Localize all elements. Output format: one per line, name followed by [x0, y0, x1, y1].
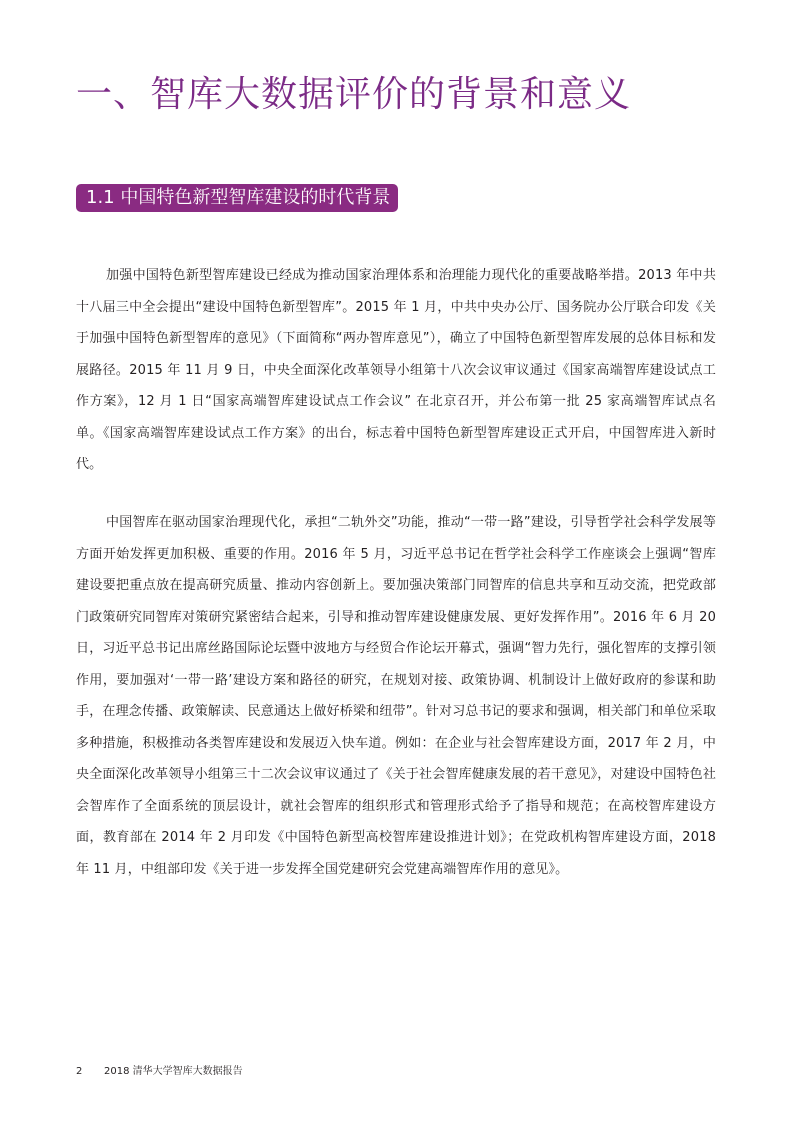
report-title: 2018 清华大学智库大数据报告	[104, 1066, 243, 1077]
page-number: 2	[76, 1066, 83, 1077]
page-footer	[76, 1065, 243, 1079]
section-heading-badge: 1.1 中国特色新型智库建设的时代背景	[76, 184, 398, 212]
body-paragraph-block-2	[76, 507, 716, 885]
body-paragraph: 中国智库在驱动国家治理现代化，承担“二轨外交”功能，推动“一带一路”建设，引导哲学社会科学发展等方面开始发挥更加积极、重要的作用。2016 年 5 月，习近平总书记在哲学社会科学工作座谈会上强调“智库建设要把重点放在提高研究质量、推动内容创新上。要加强决策部门同智库的信息共享和互动交流，把党政部门政策研究同智库对策研究紧密结合起来，引导和推动智库建设健康发展、更好发挥作用”。2016 年 6 月 20 日，习近平总书记出席丝路国际论坛暨中波地方与经贸合作论坛开幕式，强调“智力先行，强化智库的支撑引领作用，要加强对‘一带一路’建设方案和路径的研究，在规划对接、政策协调、机制设计上做好政府的参谋和助手，在理念传播、政策解读、民意通达上做好桥梁和纽带”。针对习总书记的要求和强调，相关部门和单位采取多种措施，积极推动各类智库建设和发展迈入快车道。例如：在企业与社会智库建设方面，2017 年 2 月，中央全面深化改革领导小组第三十二次会议审议通过了《关于社会智库健康发展的若干意见》，对建设中国特色社会智库作了全面系统的顶层设计，就社会智库的组织形式和管理形式给予了指导和规范；在高校智库建设方面，教育部在 2014 年 2 月印发《中国特色新型高校智库建设推进计划》；在党政机构智库建设方面，2018 年 11 月，中组部印发《关于进一步发挥全国党建研究会党建高端智库作用的意见》。	[76, 515, 716, 877]
body-paragraph-block-1	[76, 260, 716, 481]
body-paragraph: 加强中国特色新型智库建设已经成为推动国家治理体系和治理能力现代化的重要战略举措。2013 年中共十八届三中全会提出“建设中国特色新型智库”。2015 年 1 月，中共中央办公厅、国务院办公厅联合印发《关于加强中国特色新型智库的意见》（下面简称“两办智库意见”），确立了中国特色新型智库发展的总体目标和发展路径。2015 年 11 月 9 日，中央全面深化改革领导小组第十八次会议审议通过《国家高端智库建设试点工作方案》，12 月 1 日“国家高端智库建设试点工作会议” 在北京召开，并公布第一批 25 家高端智库试点名单。《国家高端智库建设试点工作方案》的出台，标志着中国特色新型智库建设正式开启，中国智库进入新时代。	[76, 268, 716, 472]
chapter-title: 一、智库大数据评价的背景和意义	[76, 74, 632, 115]
